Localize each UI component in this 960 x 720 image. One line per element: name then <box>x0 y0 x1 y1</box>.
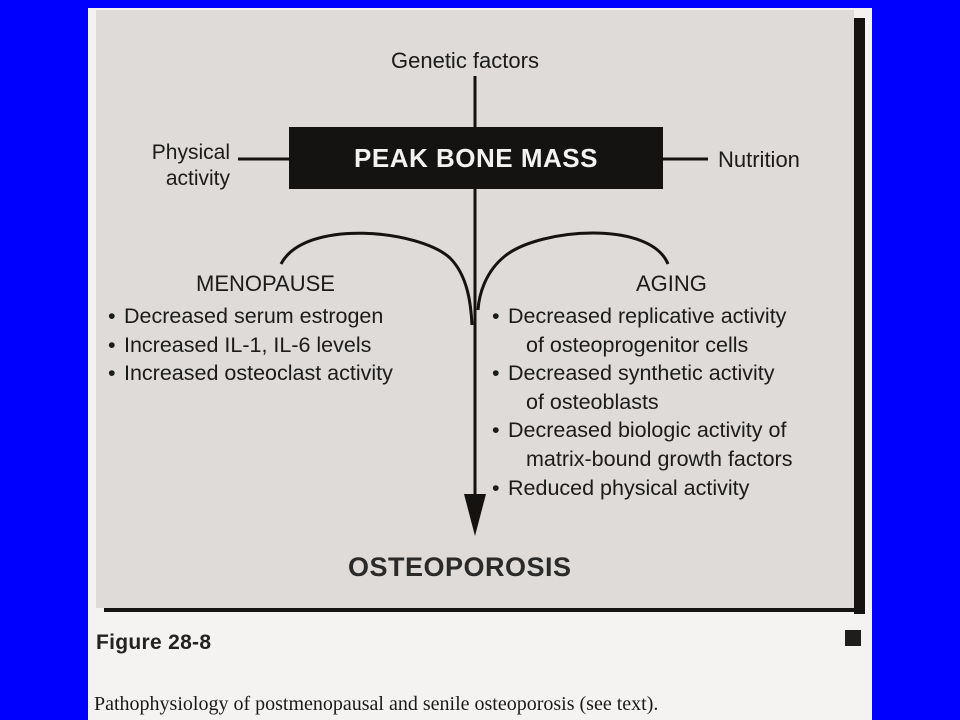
aging-item-line1: Decreased replicative activity <box>508 304 787 328</box>
menopause-list <box>108 302 393 388</box>
square-marker-icon <box>845 630 861 646</box>
physical-activity-line1: Physical <box>151 141 230 164</box>
aging-item <box>492 359 792 416</box>
figure-number: Figure 28-8 <box>96 631 212 654</box>
physical-activity-line2: activity <box>165 167 230 190</box>
menopause-item: • Decreased serum estrogen <box>108 302 393 331</box>
aging-item-line1: Decreased synthetic activity <box>508 361 775 386</box>
genetic-factors-label: Genetic factors <box>391 48 539 73</box>
aging-heading: AGING <box>636 271 707 296</box>
figure-caption: Pathophysiology of postmenopausal and senile osteoporosis (see text). <box>94 693 659 715</box>
aging-item-line1: Decreased biologic activity of <box>508 418 787 443</box>
aging-item <box>492 416 792 473</box>
arrow-head-icon <box>464 494 486 536</box>
aging-item-line1: Reduced physical activity <box>508 475 750 500</box>
aging-list <box>492 302 792 502</box>
aging-item <box>492 474 792 503</box>
menopause-heading: MENOPAUSE <box>196 271 335 296</box>
aging-item-line2: matrix-bound growth factors <box>526 446 793 471</box>
aging-item-line2: of osteoprogenitor cells <box>526 332 749 357</box>
menopause-item: • Increased IL-1, IL-6 levels <box>108 331 393 360</box>
physical-activity-label <box>152 140 230 192</box>
osteoporosis-outcome: OSTEOPOROSIS <box>348 552 572 582</box>
peak-bone-mass-box: PEAK BONE MASS <box>289 127 663 189</box>
aging-item-line2: of osteoblasts <box>526 389 659 414</box>
menopause-item: • Increased osteoclast activity <box>108 359 393 388</box>
aging-item <box>492 302 792 359</box>
nutrition-label: Nutrition <box>718 147 800 172</box>
